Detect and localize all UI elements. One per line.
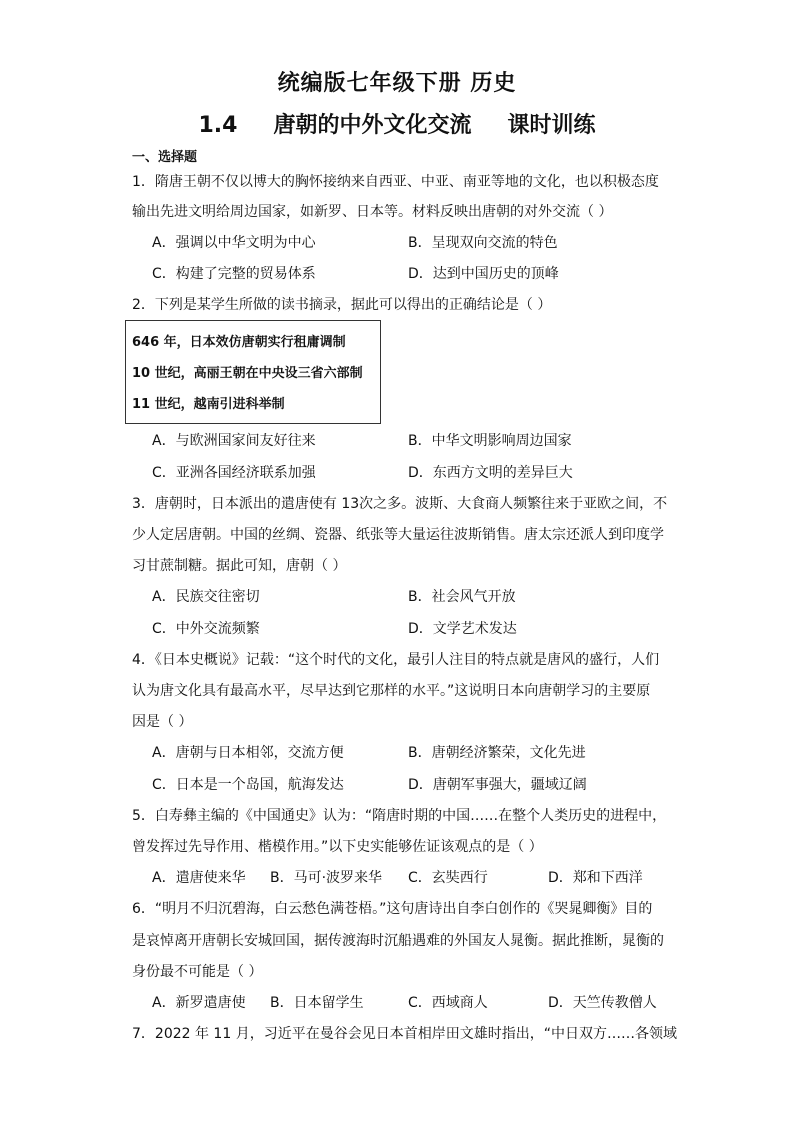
question-1-option-c: C．构建了完整的贸易体系 — [152, 266, 316, 282]
question-6-line-1: 6．“明月不归沉碧海，白云愁色满苍梧。”这句唐诗出自李白创作的《哭晁卿衡》目的 — [132, 901, 653, 917]
question-3-option-c: C．中外交流频繁 — [152, 621, 260, 637]
question-4-line-3: 因是（ ） — [132, 714, 193, 730]
question-1-line-1: 1．隋唐王朝不仅以博大的胸怀接纳来自西亚、中亚、南亚等地的文化，也以积极态度 — [132, 174, 659, 190]
question-4-option-b: B．唐朝经济繁荣，文化先进 — [408, 745, 586, 761]
lesson-number: 1.4 — [198, 113, 238, 138]
question-4-option-a: A．唐朝与日本相邻，交流方便 — [152, 745, 344, 761]
question-2-option-b: B．中华文明影响周边国家 — [408, 433, 572, 449]
lesson-heading — [0, 108, 794, 139]
question-1-option-a: A．强调以中华文明为中心 — [152, 235, 316, 251]
question-5-option-b: B．马可·波罗来华 — [270, 870, 383, 886]
question-6-option-d: D．天竺传教僧人 — [548, 995, 657, 1011]
question-5-option-c: C．玄奘西行 — [408, 870, 488, 886]
question-2-option-a: A．与欧洲国家间友好往来 — [152, 433, 316, 449]
question-4-line-2: 认为唐文化具有最高水平，尽早达到它那样的水平。”这说明日本向唐朝学习的主要原 — [132, 683, 651, 699]
question-4-line-1: 4．《日本史概说》记载：“这个时代的文化，最引人注目的特点就是唐风的盛行，人们 — [132, 652, 660, 668]
lesson-title: 唐朝的中外文化交流 — [273, 113, 472, 138]
section-heading: 一、选择题 — [132, 150, 198, 165]
question-3-option-d: D．文学艺术发达 — [408, 621, 517, 637]
question-3-option-a: A．民族交往密切 — [152, 589, 260, 605]
question-6-line-3: 身份最不可能是（ ） — [132, 964, 263, 980]
question-3-line-2: 少人定居唐朝。中国的丝绸、瓷器、纸张等大量运往波斯销售。唐太宗还派人到印度学 — [132, 527, 664, 543]
question-5-option-d: D．郑和下西洋 — [548, 870, 643, 886]
question-6-line-2: 是哀悼离开唐朝长安城回国，据传渡海时沉船遇难的外国友人晁衡。据此推断，晁衡的 — [132, 933, 664, 949]
document-title: 统编版七年级下册 历史 — [277, 71, 517, 96]
question-3-line-1: 3．唐朝时，日本派出的遣唐使有 13次之多。波斯、大食商人频繁往来于亚欧之间，不 — [132, 496, 668, 512]
question-4-option-d: D．唐朝军事强大，疆域辽阔 — [408, 777, 587, 793]
question-7-line-1: 7．2022 年 11 月，习近平在曼谷会见日本首相岸田文雄时指出，“中日双方……各领域 — [132, 1026, 677, 1042]
question-1-option-b: B．呈现双向交流的特色 — [408, 235, 558, 251]
question-2-line-1: 2．下列是某学生所做的读书摘录，据此可以得出的正确结论是（ ） — [132, 297, 552, 313]
question-3-option-b: B．社会风气开放 — [408, 589, 516, 605]
question-1-option-d: D．达到中国历史的顶峰 — [408, 266, 559, 282]
question-5-option-a: A．遣唐使来华 — [152, 870, 246, 886]
excerpt-line-1: 646 年，日本效仿唐朝实行租庸调制 — [132, 335, 346, 350]
question-5-line-1: 5．白寿彝主编的《中国通史》认为：“隋唐时期的中国……在整个人类历史的进程中， — [132, 808, 667, 824]
question-2-option-c: C．亚洲各国经济联系加强 — [152, 465, 316, 481]
question-5-line-2: 曾发挥过先导作用、楷模作用。”以下史实能够佐证该观点的是（ ） — [132, 839, 543, 855]
question-6-option-b: B．日本留学生 — [270, 995, 364, 1011]
question-1-line-2: 输出先进文明给周边国家，如新罗、日本等。材料反映出唐朝的对外交流（ ） — [132, 204, 613, 220]
question-6-option-a: A．新罗遣唐使 — [152, 995, 246, 1011]
lesson-type: 课时训练 — [507, 113, 596, 138]
question-4-option-c: C．日本是一个岛国，航海发达 — [152, 777, 344, 793]
excerpt-line-2: 10 世纪，高丽王朝在中央设三省六部制 — [132, 366, 363, 381]
question-6-option-c: C．西域商人 — [408, 995, 488, 1011]
excerpt-line-3: 11 世纪，越南引进科举制 — [132, 397, 285, 412]
question-3-line-3: 习甘蔗制糖。据此可知，唐朝（ ） — [132, 558, 347, 574]
question-2-option-d: D．东西方文明的差异巨大 — [408, 465, 573, 481]
